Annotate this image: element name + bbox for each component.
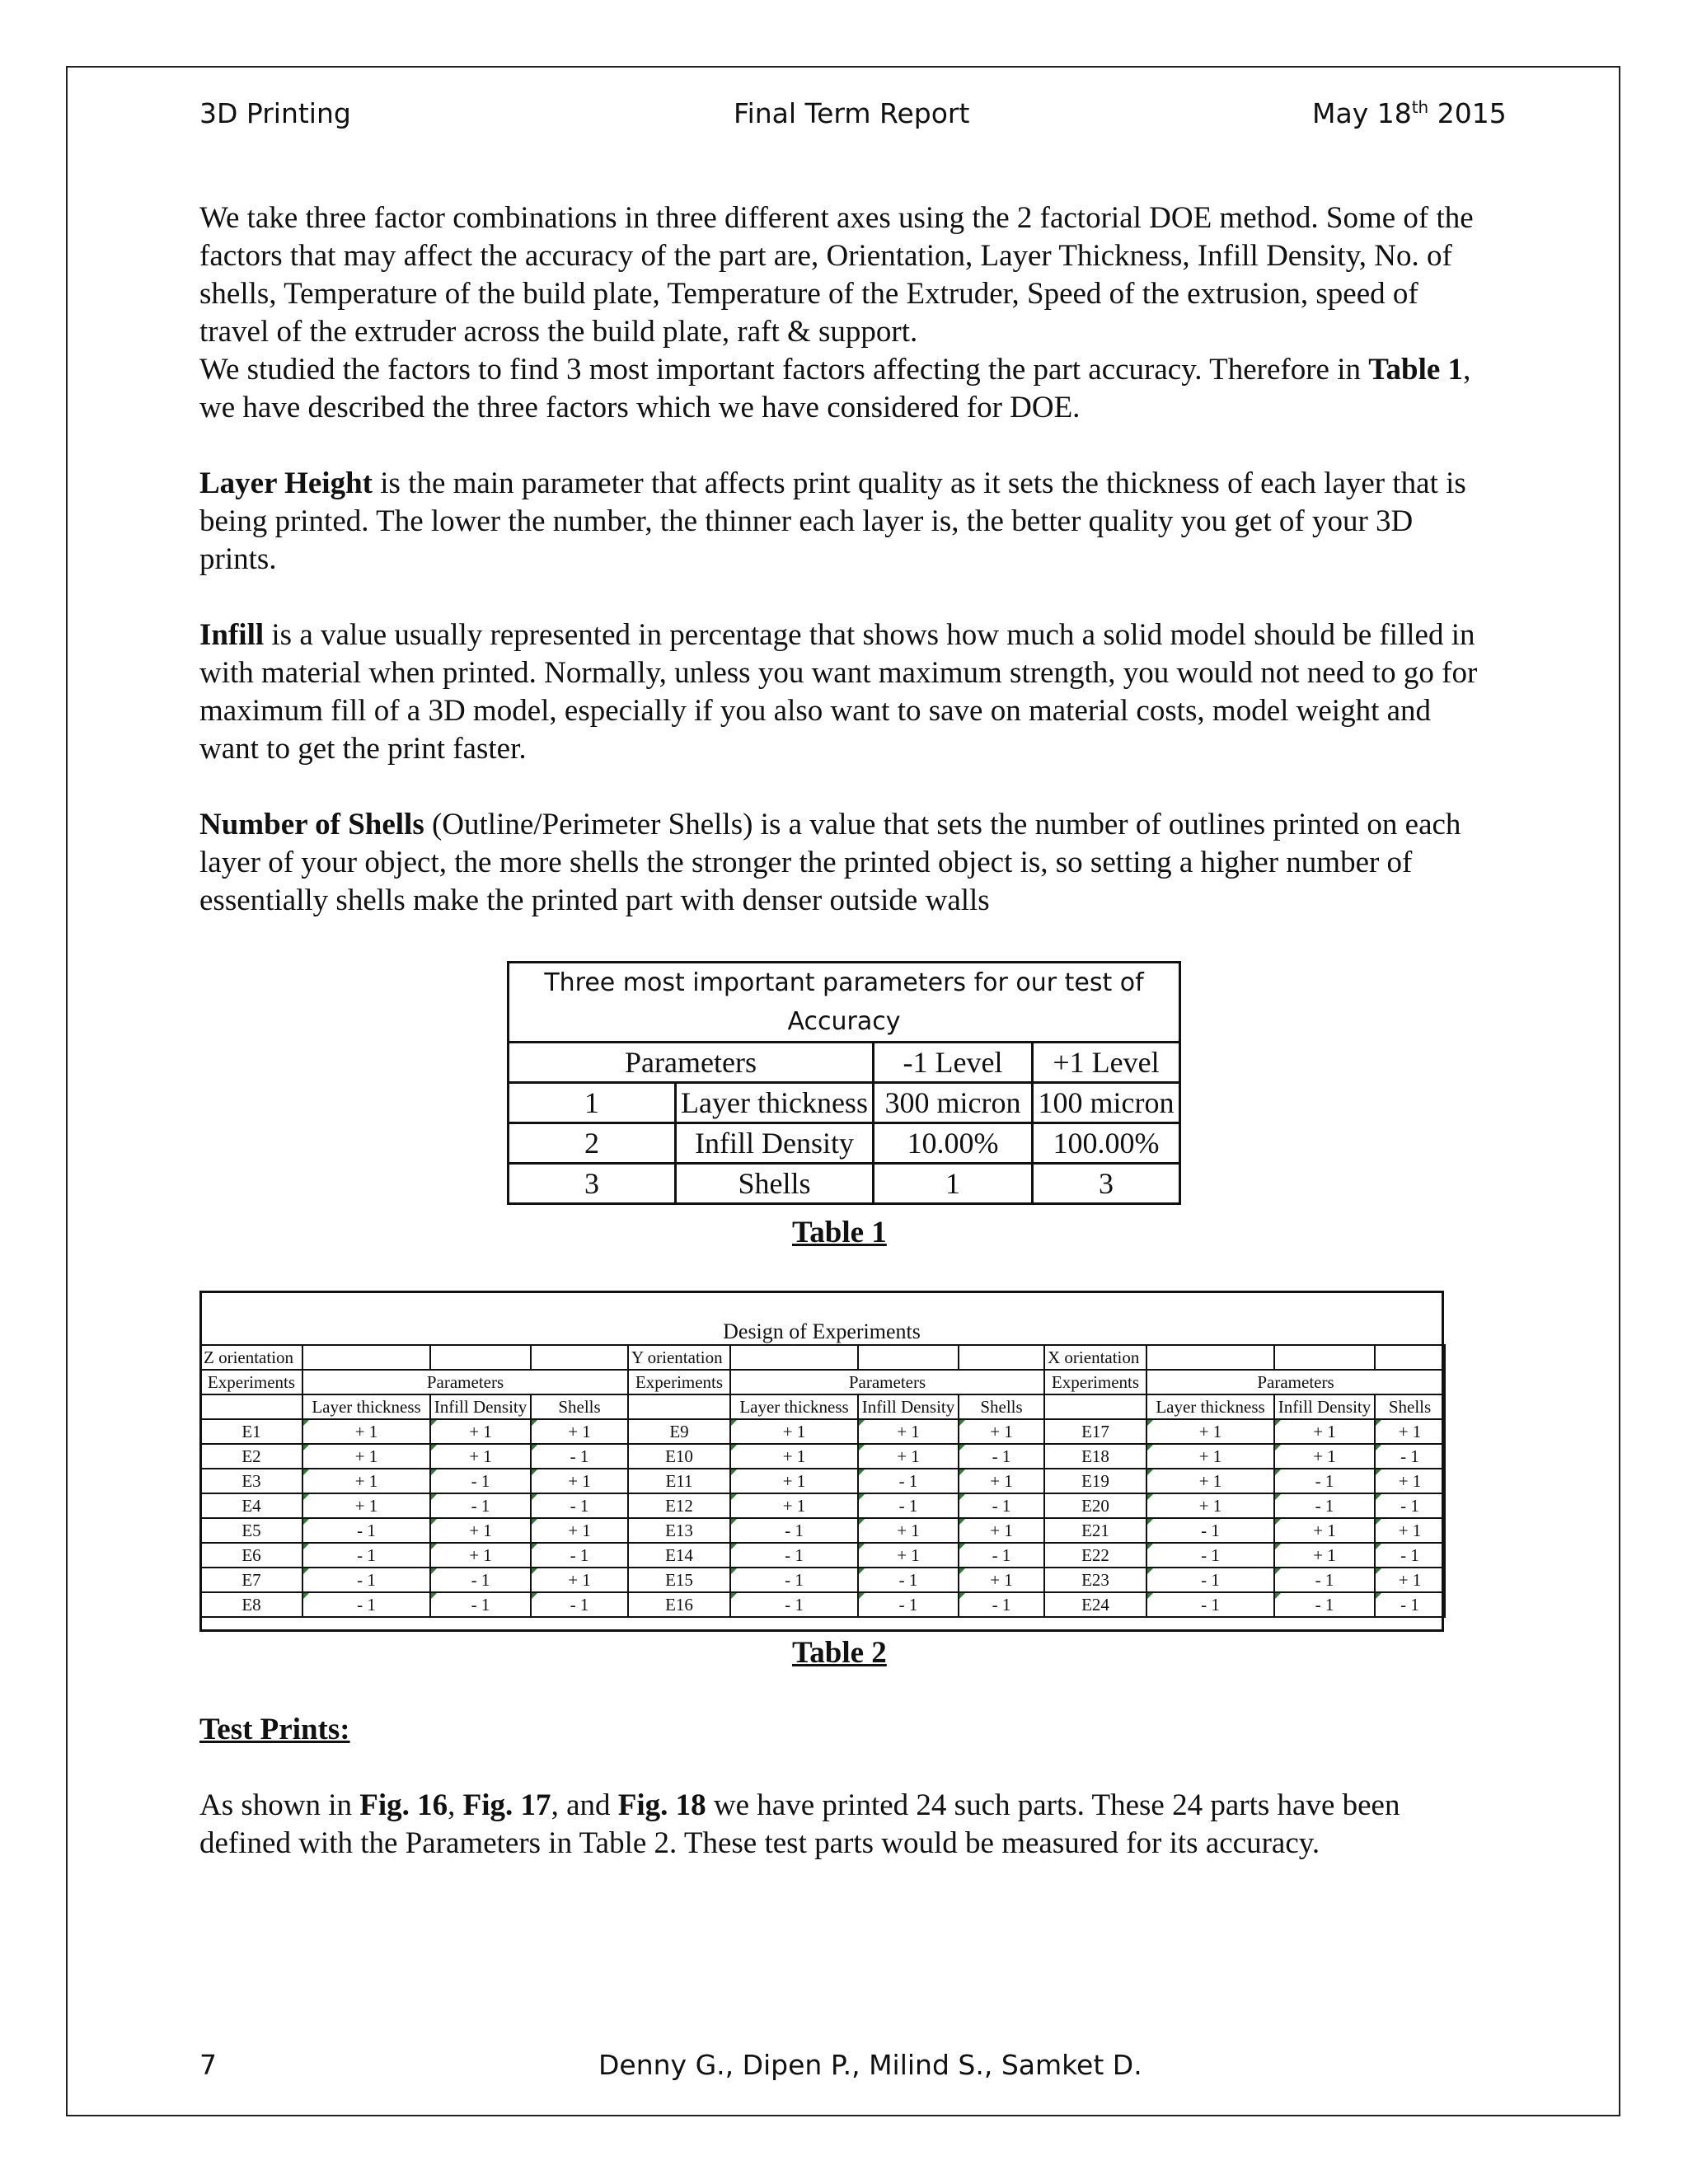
table-row: [200, 1568, 1445, 1592]
level-cell: - 1: [959, 1592, 1044, 1617]
level-cell: + 1: [1274, 1444, 1375, 1469]
sub-header: Infill Density: [1274, 1394, 1375, 1419]
table1-header: Parameters: [509, 1043, 874, 1083]
table1-caption: Table 1: [792, 1216, 887, 1249]
shells-paragraph: Number of Shells (Outline/Perimeter Shells) is a value that sets the number of outlines printed on each layer of your object, the more shells the stronger the printed object is, so setting a higher number of essentially shells make the printed part with denser outside walls: [199, 808, 1461, 917]
experiment-id: E4: [200, 1493, 302, 1518]
table1-cell: 1: [874, 1164, 1033, 1204]
orientation-label: X orientation: [1044, 1345, 1146, 1370]
experiment-id: E20: [1044, 1493, 1146, 1518]
sub-header: Layer thickness: [730, 1394, 858, 1419]
table-row: [200, 1419, 1445, 1444]
level-cell: - 1: [302, 1543, 430, 1568]
level-cell: - 1: [1375, 1444, 1445, 1469]
level-cell: + 1: [959, 1419, 1044, 1444]
level-cell: + 1: [302, 1493, 430, 1518]
level-cell: + 1: [430, 1419, 531, 1444]
experiment-id: E24: [1044, 1592, 1146, 1617]
level-cell: - 1: [1375, 1543, 1445, 1568]
level-cell: + 1: [858, 1444, 959, 1469]
table1-cell: 1: [509, 1083, 676, 1123]
level-cell: + 1: [858, 1543, 959, 1568]
infill-paragraph: Infill is a value usually represented in percentage that shows how much a solid model should be filled in with material when printed. Normally, unless you want maximum strength, you would not need to go for maximum fill of a 3D model, especially if you also want to save on material costs, model weight and want to get the print faster.: [199, 618, 1478, 766]
intro-section: [199, 199, 1493, 958]
table-row: [200, 1518, 1445, 1543]
level-cell: - 1: [1146, 1592, 1274, 1617]
intro-paragraph-1: We take three factor combinations in three different axes using the 2 factorial DOE method. Some of the factors that may affect the accuracy of the part are, Orientation, Layer Thickness, Infill Density, No. of shells, Temperature of the build plate, Temperature of the Extruder, Speed of the extrusion, speed of travel of the extruder across the build plate, raft & support.: [199, 201, 1474, 349]
experiment-id: E23: [1044, 1568, 1146, 1592]
level-cell: + 1: [730, 1444, 858, 1469]
level-cell: + 1: [430, 1543, 531, 1568]
level-cell: - 1: [858, 1493, 959, 1518]
sub-header: Infill Density: [858, 1394, 959, 1419]
doe-table: [199, 1344, 1446, 1618]
level-cell: + 1: [1146, 1444, 1274, 1469]
experiment-id: E3: [200, 1469, 302, 1493]
table1-cell: Shells: [676, 1164, 874, 1204]
level-cell: - 1: [858, 1568, 959, 1592]
sub-header: Layer thickness: [1146, 1394, 1274, 1419]
table-row: [200, 1592, 1445, 1617]
level-cell: + 1: [430, 1444, 531, 1469]
table1-cell: Layer thickness: [676, 1083, 874, 1123]
parameters-label: Parameters: [730, 1370, 1044, 1394]
level-cell: - 1: [430, 1493, 531, 1518]
table1-cell: 300 micron: [874, 1083, 1033, 1123]
level-cell: - 1: [302, 1518, 430, 1543]
experiment-id: E13: [628, 1518, 730, 1543]
level-cell: + 1: [430, 1518, 531, 1543]
level-cell: + 1: [1274, 1543, 1375, 1568]
experiment-id: E22: [1044, 1543, 1146, 1568]
level-cell: - 1: [1274, 1568, 1375, 1592]
level-cell: - 1: [430, 1469, 531, 1493]
level-cell: + 1: [531, 1518, 628, 1543]
table-row: [200, 1469, 1445, 1493]
experiments-label: Experiments: [1044, 1370, 1146, 1394]
level-cell: - 1: [858, 1592, 959, 1617]
experiment-id: E10: [628, 1444, 730, 1469]
level-cell: - 1: [302, 1568, 430, 1592]
table-row: [200, 1493, 1445, 1518]
parameters-label: Parameters: [1146, 1370, 1445, 1394]
doe-subheader-row: [200, 1394, 1445, 1419]
table1-cell: 100.00%: [1033, 1123, 1180, 1164]
footer-authors: Denny G., Dipen P., Milind S., Samket D.: [598, 2049, 1142, 2081]
table1-header: -1 Level: [874, 1043, 1033, 1083]
level-cell: + 1: [1375, 1568, 1445, 1592]
level-cell: - 1: [430, 1592, 531, 1617]
test-prints-heading: Test Prints:: [199, 1713, 350, 1746]
level-cell: + 1: [858, 1518, 959, 1543]
level-cell: - 1: [959, 1444, 1044, 1469]
experiment-id: E2: [200, 1444, 302, 1469]
level-cell: + 1: [959, 1518, 1044, 1543]
level-cell: - 1: [730, 1543, 858, 1568]
level-cell: - 1: [1274, 1493, 1375, 1518]
doe-table-title: Design of Experiments: [723, 1319, 921, 1343]
sub-header: Shells: [1375, 1394, 1445, 1419]
experiment-id: E7: [200, 1568, 302, 1592]
experiment-id: E21: [1044, 1518, 1146, 1543]
level-cell: + 1: [531, 1568, 628, 1592]
table-row: [200, 1543, 1445, 1568]
experiment-id: E11: [628, 1469, 730, 1493]
table1-cell: Infill Density: [676, 1123, 874, 1164]
experiment-id: E9: [628, 1419, 730, 1444]
level-cell: + 1: [1375, 1419, 1445, 1444]
test-prints-section: [199, 1711, 1493, 1900]
sub-header: Layer thickness: [302, 1394, 430, 1419]
doe-orientation-row: [200, 1345, 1445, 1370]
experiment-id: E14: [628, 1543, 730, 1568]
level-cell: + 1: [531, 1419, 628, 1444]
layer-height-paragraph: Layer Height is the main parameter that affects print quality as it sets the thickness of each layer that is being printed. The lower the number, the thinner each layer is, the better quality you get of your 3D prints.: [199, 466, 1466, 576]
experiments-label: Experiments: [200, 1370, 302, 1394]
orientation-label: Y orientation: [628, 1345, 730, 1370]
experiment-id: E15: [628, 1568, 730, 1592]
experiment-id: E16: [628, 1592, 730, 1617]
experiments-label: Experiments: [628, 1370, 730, 1394]
level-cell: + 1: [1274, 1518, 1375, 1543]
sub-header: Shells: [959, 1394, 1044, 1419]
table1-cell: 100 micron: [1033, 1083, 1180, 1123]
level-cell: + 1: [959, 1568, 1044, 1592]
level-cell: - 1: [730, 1568, 858, 1592]
experiment-id: E5: [200, 1518, 302, 1543]
doe-body: [200, 1419, 1445, 1617]
level-cell: + 1: [730, 1493, 858, 1518]
experiment-id: E12: [628, 1493, 730, 1518]
level-cell: - 1: [730, 1592, 858, 1617]
header-right: May 18th 2015: [1312, 97, 1507, 129]
level-cell: - 1: [959, 1493, 1044, 1518]
table2-caption: Table 2: [792, 1636, 887, 1670]
table1-header: +1 Level: [1033, 1043, 1180, 1083]
level-cell: - 1: [531, 1592, 628, 1617]
experiment-id: E19: [1044, 1469, 1146, 1493]
sub-header: Shells: [531, 1394, 628, 1419]
parameters-label: Parameters: [302, 1370, 628, 1394]
table-row: [200, 1444, 1445, 1469]
level-cell: + 1: [1375, 1518, 1445, 1543]
experiment-id: E17: [1044, 1419, 1146, 1444]
test-prints-paragraph: As shown in Fig. 16, Fig. 17, and Fig. 18 we have printed 24 such parts. These 24 parts have been defined with the Parameters in Table 2. These test parts would be measured for its accuracy.: [199, 1788, 1400, 1860]
header-left: 3D Printing: [199, 97, 351, 129]
orientation-label: Z orientation: [200, 1345, 302, 1370]
doe-group-header-row: [200, 1370, 1445, 1394]
level-cell: + 1: [1146, 1469, 1274, 1493]
table1-cell: 10.00%: [874, 1123, 1033, 1164]
level-cell: - 1: [858, 1469, 959, 1493]
level-cell: + 1: [1274, 1419, 1375, 1444]
level-cell: - 1: [302, 1592, 430, 1617]
level-cell: + 1: [302, 1444, 430, 1469]
table1-cell: 2: [509, 1123, 676, 1164]
page-number: 7: [199, 2049, 217, 2081]
level-cell: - 1: [1375, 1592, 1445, 1617]
level-cell: - 1: [1375, 1493, 1445, 1518]
level-cell: - 1: [430, 1568, 531, 1592]
level-cell: + 1: [302, 1419, 430, 1444]
level-cell: - 1: [959, 1543, 1044, 1568]
level-cell: + 1: [1375, 1469, 1445, 1493]
level-cell: - 1: [730, 1518, 858, 1543]
level-cell: + 1: [959, 1469, 1044, 1493]
table1-cell: 3: [1033, 1164, 1180, 1204]
table1-cell: 3: [509, 1164, 676, 1204]
intro-paragraph-2: We studied the factors to find 3 most important factors affecting the part accuracy. Therefore in Table 1, we have described the three factors which we have considered for DOE.: [199, 353, 1471, 424]
level-cell: + 1: [730, 1469, 858, 1493]
header-center: Final Term Report: [734, 97, 970, 129]
level-cell: - 1: [531, 1543, 628, 1568]
level-cell: - 1: [531, 1444, 628, 1469]
level-cell: + 1: [1146, 1419, 1274, 1444]
level-cell: - 1: [1274, 1469, 1375, 1493]
sub-header: Infill Density: [430, 1394, 531, 1419]
level-cell: + 1: [1146, 1493, 1274, 1518]
experiment-id: E8: [200, 1592, 302, 1617]
level-cell: + 1: [531, 1469, 628, 1493]
level-cell: + 1: [858, 1419, 959, 1444]
parameters-table: [507, 961, 1181, 1205]
experiment-id: E18: [1044, 1444, 1146, 1469]
level-cell: - 1: [1146, 1543, 1274, 1568]
level-cell: - 1: [1146, 1568, 1274, 1592]
level-cell: - 1: [1146, 1518, 1274, 1543]
experiment-id: E1: [200, 1419, 302, 1444]
doe-table-container: [199, 1291, 1444, 1632]
level-cell: + 1: [302, 1469, 430, 1493]
level-cell: - 1: [531, 1493, 628, 1518]
experiment-id: E6: [200, 1543, 302, 1568]
level-cell: - 1: [1274, 1592, 1375, 1617]
level-cell: + 1: [730, 1419, 858, 1444]
table1-title: Three most important parameters for our test of Accuracy: [509, 963, 1180, 1043]
